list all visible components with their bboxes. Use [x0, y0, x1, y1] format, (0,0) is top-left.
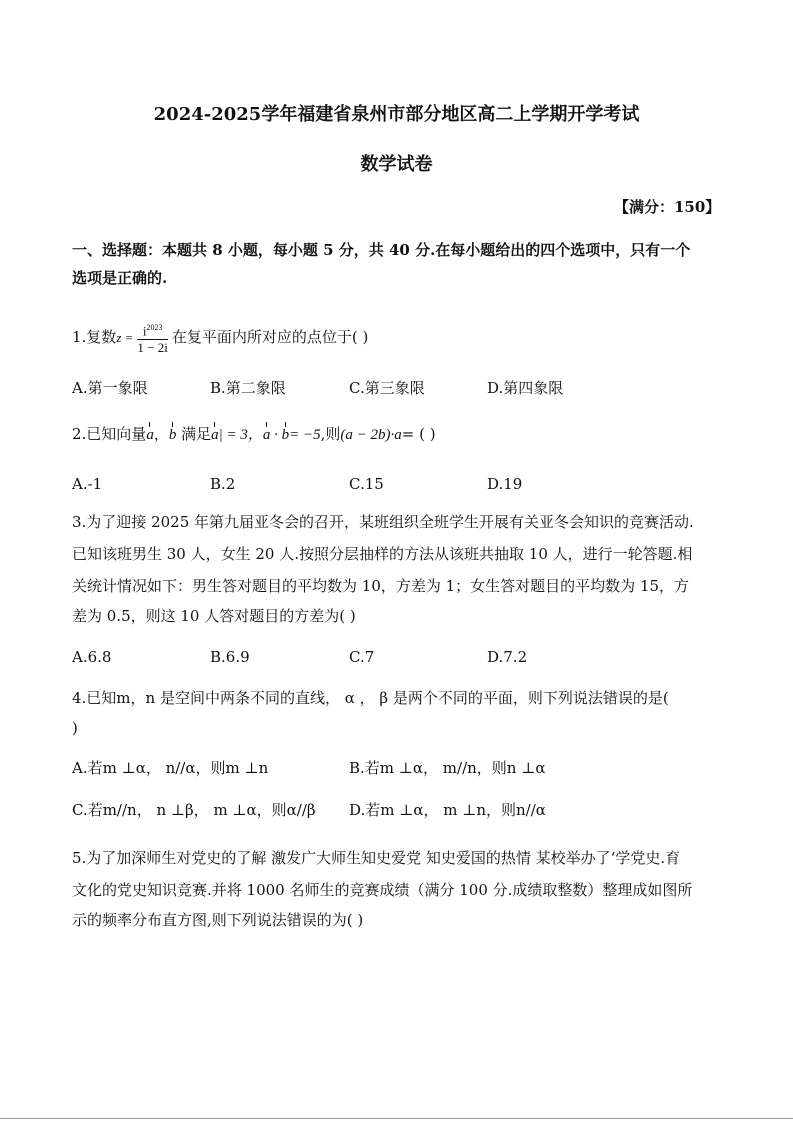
- q1-z: z =: [116, 330, 134, 346]
- exam-title: 2024-2025学年福建省泉州市部分地区高二上学期开学考试: [153, 104, 640, 125]
- page-bottom-rule: [0, 1118, 793, 1119]
- q3-option-a: A.6.8: [72, 648, 112, 666]
- q1-option-a: A.第一象限: [72, 379, 148, 397]
- q2-vec-a-3: a: [262, 427, 271, 443]
- q2-option-d: D.19: [487, 475, 523, 493]
- q2-vec-a-2: a: [211, 427, 219, 443]
- q2-expr: (a − 2b)·a: [340, 427, 402, 443]
- q4-option-a: A.若m ⊥α， n//α，则m ⊥n: [72, 759, 269, 777]
- q4-line2: ): [72, 719, 78, 737]
- q4-option-b: B.若m ⊥α， m//n，则n ⊥α: [349, 759, 546, 777]
- q2-cond1: | = 3，: [218, 427, 263, 443]
- q1-suffix: 在复平面内所对应的点位于( ): [171, 328, 369, 347]
- q4-option-c: C.若m//n， n ⊥β， m ⊥α，则α//β: [72, 801, 316, 819]
- q2-vec-b-2: b: [281, 427, 290, 443]
- q2-vec-b: b: [168, 427, 177, 443]
- q5-line2: 文化的党史知识竞赛.并将 1000 名师生的竞赛成绩（满分 100 分.成绩取整数）整理成如图所: [72, 881, 693, 899]
- q1-prefix: 1.复数: [72, 328, 117, 347]
- q1-option-b: B.第二象限: [210, 379, 286, 397]
- q3-option-b: B.6.9: [210, 648, 250, 666]
- q2-option-b: B.2: [210, 475, 236, 493]
- q3-line4: 差为 0.5，则这 10 人答对题目的方差为( ): [72, 607, 356, 625]
- q1-option-d: D.第四象限: [487, 379, 564, 397]
- q2-prefix: 2.已知向量: [72, 425, 147, 443]
- q4-line1: 4.已知m，n 是空间中两条不同的直线， α ， β 是两个不同的平面，则下列说法错误的是(: [72, 689, 669, 707]
- q2-vec-sep: ，: [153, 425, 169, 443]
- q3-option-d: D.7.2: [487, 648, 528, 666]
- q2-option-c: C.15: [349, 475, 384, 493]
- q1-fraction: [137, 320, 167, 356]
- q1-option-c: C.第三象限: [349, 379, 425, 397]
- q1-numerator: i: [142, 323, 147, 339]
- q2-option-a: A.-1: [72, 475, 103, 493]
- q3-option-c: C.7: [349, 648, 375, 666]
- q2-then: ,则: [320, 425, 341, 443]
- section-heading-line2: 选项是正确的.: [72, 269, 168, 287]
- q1-denominator: 1 − 2i: [137, 340, 168, 356]
- q2-mid: 满足: [181, 425, 212, 443]
- q3-line1: 3.为了迎接 2025 年第九届亚冬会的召开，某班组织全班学生开展有关亚冬会知识的竞赛活动.: [72, 513, 694, 531]
- q5-line1: 5.为了加深师生对党史的了解 激发广大师生知史爱党 知史爱国的热情 某校举办了‘学党史.育: [72, 849, 681, 867]
- q1-exponent: 2023: [146, 323, 163, 332]
- q2-cond2: = −5: [289, 427, 321, 443]
- q2-suffix: = ( ): [401, 425, 436, 443]
- question-2: 2.已知向量a，b 满足a| = 3，a · b= −5,则(a − 2b)·a= ( ): [72, 425, 436, 443]
- full-score: 【满分：150】: [614, 198, 721, 216]
- section-heading-line1: 一、选择题：本题共 8 小题，每小题 5 分，共 40 分.在每小题给出的四个选项中，只有一个: [72, 241, 691, 259]
- exam-subtitle: 数学试卷: [360, 154, 433, 175]
- q4-option-d: D.若m ⊥α， m ⊥n，则n//α: [349, 801, 546, 819]
- q5-line3: 示的频率分布直方图,则下列说法错误的为( ): [72, 911, 364, 929]
- q3-line3: 关统计情况如下：男生答对题目的平均数为 10，方差为 1；女生答对题目的平均数为 15，方: [72, 577, 690, 595]
- question-1: [72, 320, 368, 356]
- q2-vec-a: a: [146, 427, 154, 443]
- q3-line2: 已知该班男生 30 人，女生 20 人.按照分层抽样的方法从该班共抽取 10 人，进行一轮答题.相: [72, 545, 693, 563]
